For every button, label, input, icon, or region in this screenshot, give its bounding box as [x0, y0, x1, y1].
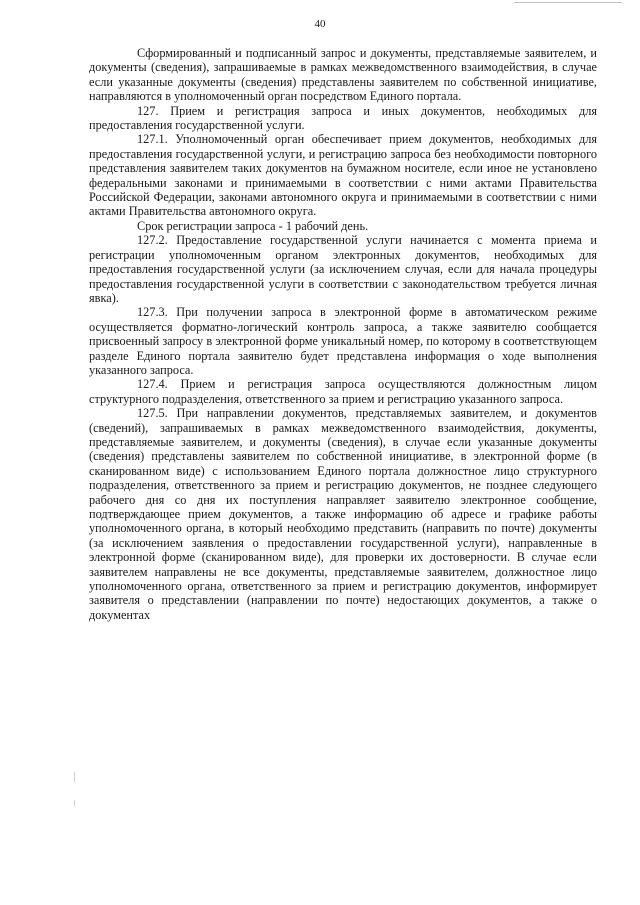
paragraph-127-3: 127.3. При получении запроса в электронной форме в автоматическом режиме осуществляется форматно-логический контроль запроса, а также заявителю сообщается присвоенный запросу в электронной форме уникальный номер, по которому в соответствующем разделе Единого портала заявителю будет представлена информация о ходе выполнения указанного запроса.: [89, 305, 597, 377]
paragraph-127: 127. Прием и регистрация запроса и иных документов, необходимых для предоставления государственной услуги.: [89, 103, 597, 133]
page-number: 40: [314, 18, 326, 30]
top-rule: [514, 2, 622, 3]
paragraph-127-4: 127.4. Прием и регистрация запроса осуществляются должностным лицом структурного подразделения, ответственного за прием и регистрацию указанного запроса.: [89, 377, 597, 406]
paragraph-registration-term: Срок регистрации запроса - 1 рабочий день.: [137, 218, 369, 233]
paragraph-127-5: 127.5. При направлении документов, представляемых заявителем, и документов (сведений), запрашиваемых в рамках межведомственного взаимодействия, документы, представляемые заявителем, и документы (сведения), в случае если указанные документы (сведения) представлены заявителем по собственной инициативе, в электронной форме (в сканированном виде) с использованием Единого портала должностное лицо структурного подразделения, ответственного за прием и регистрацию документов, не позднее следующего рабочего дня со дня их поступления направляет заявителю электронное сообщение, подтверждающее прием документов, а также информацию об адресе и графике работы уполномоченного органа, в который необходимо представить (направить по почте) документы (за исключением заявления о предоставлении государственной услуги), направленные в электронной форме (сканированном виде), для проверки их достоверности. В случае если заявителем направлены не все документы, представляемые заявителем, должностное лицо уполномоченного органа, ответственного за прием и регистрацию документов, информирует заявителя о представлении (направлении по почте) недостающих документов, а также о документах: [89, 406, 597, 622]
scan-margin-mark: [74, 772, 75, 782]
document-body: [89, 46, 597, 622]
scan-margin-mark: [74, 800, 75, 806]
paragraph-intro: Сформированный и подписанный запрос и документы, представляемые заявителем, и документы (сведения), запрашиваемые в рамках межведомственного взаимодействия, в случае если указанные документы (сведения) представлены заявителем по собственной инициативе, направляются в уполномоченный орган посредством Единого портала.: [89, 46, 597, 104]
paragraph-127-1: 127.1. Уполномоченный орган обеспечивает прием документов, необходимых для предоставления государственной услуги, и регистрацию запроса без необходимости повторного представления заявителем таких документов на бумажном носителе, если иное не установлено федеральными законами и принимаемыми в соответствии с ними актами Правительства Российской Федерации, законами автономного округа и принимаемыми в соответствии с ними актами Правительства автономного округа.: [89, 132, 597, 219]
paragraph-127-2: 127.2. Предоставление государственной услуги начинается с момента приема и регистрации уполномоченным органом электронных документов, необходимых для предоставления государственной услуги (за исключением случая, если для начала процедуры предоставления государственной услуги в соответствии с законодательством требуется личная явка).: [89, 233, 597, 305]
